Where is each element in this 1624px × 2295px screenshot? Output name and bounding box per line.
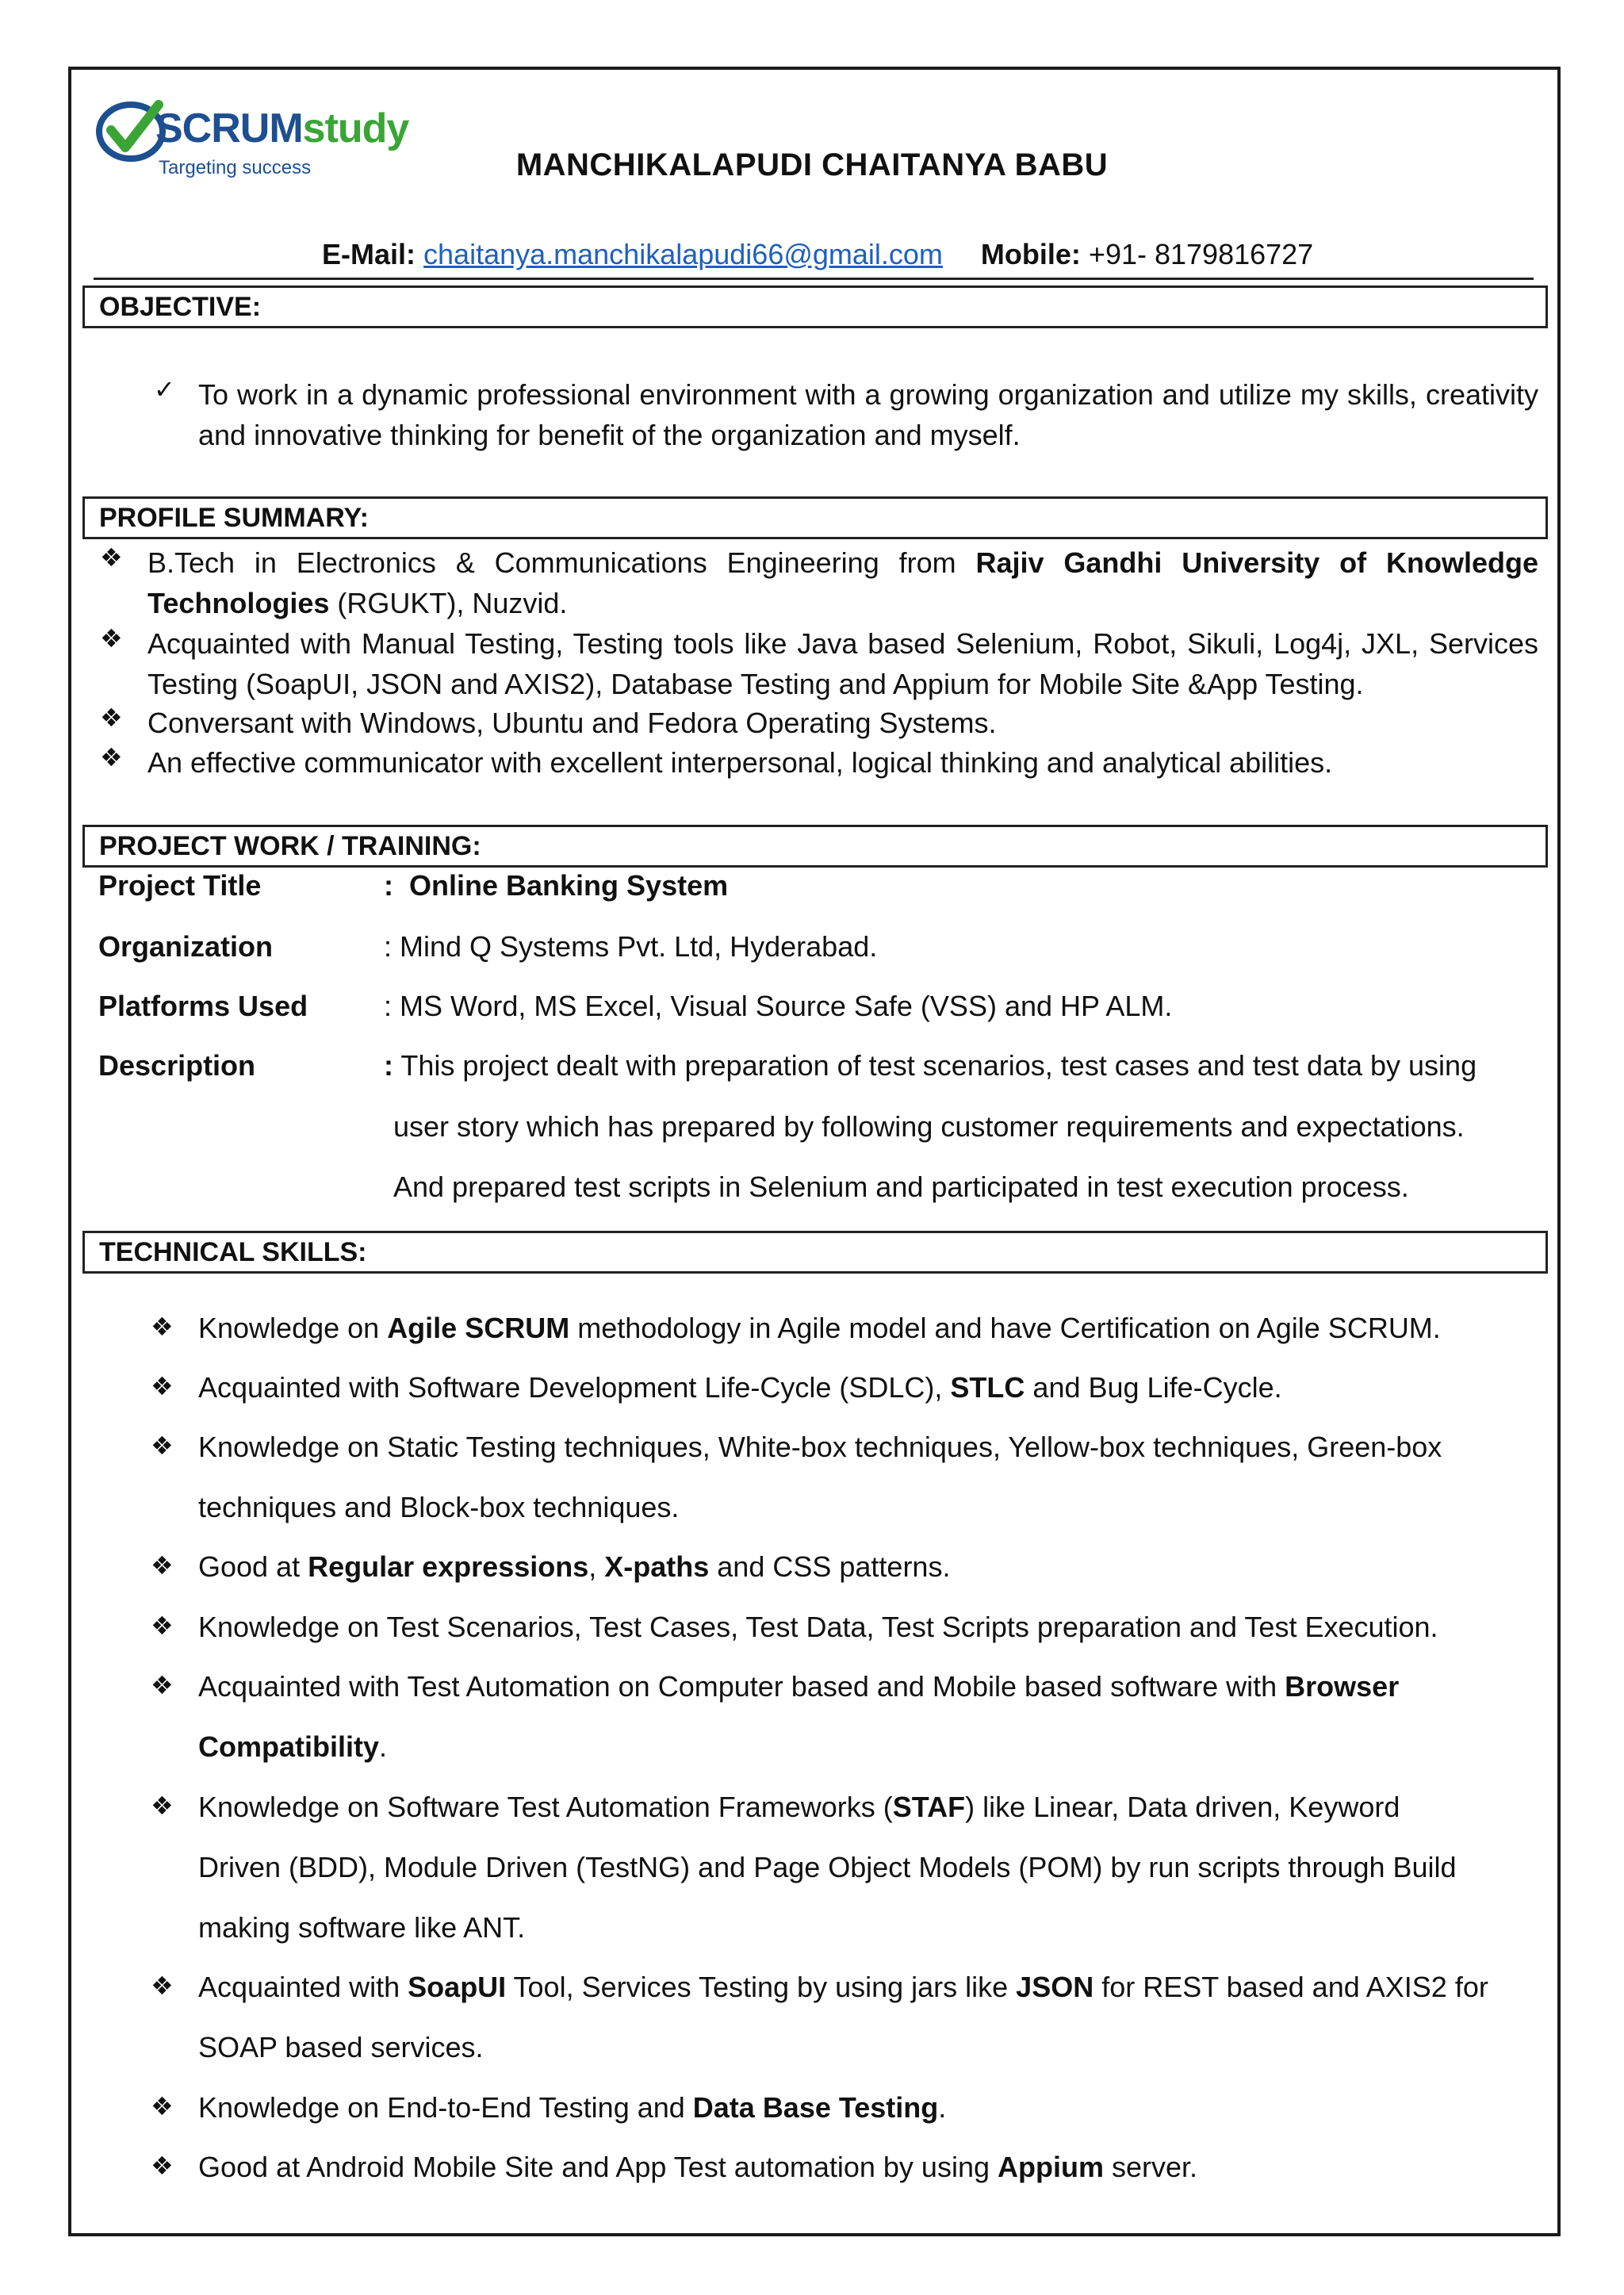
profile-item: Acquainted with Manual Testing, Testing tools like Java based Selenium, Robot, Sikuli, Log4j, JXL, Services Testing (SoapUI, JSON and AXIS2), Database Testing and Appium for Mobile Site &App Testing. [147, 627, 1538, 700]
organization-value: : Mind Q Systems Pvt. Ltd, Hyderabad. [384, 930, 878, 963]
skill-item: Good at Regular expressions, X-paths and CSS patterns. [198, 1550, 951, 1583]
organization-label: Organization [98, 930, 274, 963]
diamond-bullet-icon: ❖ [100, 703, 123, 732]
skill-item-cont: making software like ANT. [198, 1911, 526, 1944]
diamond-bullet-icon: ❖ [151, 1551, 174, 1580]
skill-item: Knowledge on Static Testing techniques, White-box techniques, Yellow-box techniques, Green-box [198, 1431, 1442, 1463]
diamond-bullet-icon: ❖ [151, 1611, 174, 1640]
description-line: And prepared test scripts in Selenium and participated in test execution process. [393, 1170, 1409, 1203]
skill-item: Knowledge on Agile SCRUM methodology in Agile model and have Certification on Agile SCRUM. [198, 1312, 1441, 1344]
header-divider [94, 278, 1534, 280]
skill-item-cont: Compatibility. [198, 1730, 388, 1763]
logo-tagline: Targeting success [159, 157, 312, 178]
skill-item-cont: Driven (BDD), Module Driven (TestNG) and Page Object Models (POM) by run scripts through Build [198, 1851, 1457, 1883]
mobile-label: Mobile: [980, 238, 1081, 270]
section-project-header: PROJECT WORK / TRAINING: [82, 825, 1548, 868]
diamond-bullet-icon: ❖ [151, 1671, 174, 1699]
section-profile-header: PROFILE SUMMARY: [82, 496, 1548, 539]
candidate-name: MANCHIKALAPUDI CHAITANYA BABU [515, 148, 1109, 182]
diamond-bullet-icon: ❖ [100, 624, 123, 653]
email-link[interactable]: chaitanya.manchikalapudi66@gmail.com [423, 238, 943, 270]
project-title-value: : Online Banking System [384, 869, 729, 902]
diamond-bullet-icon: ❖ [151, 2092, 174, 2121]
skill-item: Good at Android Mobile Site and App Test automation by using Appium server. [198, 2151, 1198, 2183]
skill-item: Acquainted with Software Development Life-Cycle (SDLC), STLC and Bug Life-Cycle. [198, 1371, 1282, 1404]
skill-item: Knowledge on End-to-End Testing and Data Base Testing. [198, 2091, 947, 2124]
diamond-bullet-icon: ❖ [100, 543, 123, 572]
description-line: user story which has prepared by following customer requirements and expectations. [393, 1110, 1465, 1143]
diamond-bullet-icon: ❖ [151, 2151, 174, 2180]
mobile-number: +91- 8179816727 [1088, 238, 1314, 270]
diamond-bullet-icon: ❖ [151, 1791, 174, 1820]
description-label: Description [98, 1049, 256, 1082]
profile-item: An effective communicator with excellent interpersonal, logical thinking and analytical abilities. [147, 746, 1333, 779]
diamond-bullet-icon: ❖ [151, 1312, 174, 1341]
contact-line [322, 238, 1313, 271]
skill-item-cont: SOAP based services. [198, 2031, 484, 2063]
logo-wordmark: SCRUMstudy [155, 105, 409, 151]
section-objective-header: OBJECTIVE: [82, 285, 1548, 328]
skill-item-cont: techniques and Block-box techniques. [198, 1491, 680, 1523]
checkmark-icon: ✓ [154, 375, 175, 404]
objective-text: To work in a dynamic professional environment with a growing organization and utilize my skills, creativity and innovative thinking for benefit of the organization and myself. [198, 378, 1538, 451]
description-line: : This project dealt with preparation of test scenarios, test cases and test data by using [384, 1049, 1477, 1082]
diamond-bullet-icon: ❖ [151, 1372, 174, 1400]
skill-item: Knowledge on Software Test Automation Frameworks (STAF) like Linear, Data driven, Keyword [198, 1791, 1400, 1823]
skill-item: Knowledge on Test Scenarios, Test Cases, Test Data, Test Scripts preparation and Test Execution. [198, 1611, 1438, 1643]
profile-item: Conversant with Windows, Ubuntu and Fedora Operating Systems. [147, 707, 997, 739]
diamond-bullet-icon: ❖ [100, 743, 123, 772]
skill-item: Acquainted with Test Automation on Computer based and Mobile based software with Browser [198, 1670, 1400, 1703]
profile-item: B.Tech in Electronics & Communications Engineering from Rajiv Gandhi University of Knowledge Technologies (RGUKT), Nuzvid. [147, 546, 1539, 619]
section-skills-header: TECHNICAL SKILLS: [82, 1231, 1548, 1274]
email-label: E-Mail: [322, 238, 416, 270]
diamond-bullet-icon: ❖ [151, 1431, 174, 1460]
skill-item: Acquainted with SoapUI Tool, Services Testing by using jars like JSON for REST based and AXIS2 for [198, 1971, 1488, 2003]
platforms-value: : MS Word, MS Excel, Visual Source Safe (VSS) and HP ALM. [384, 990, 1173, 1022]
platforms-label: Platforms Used [98, 990, 308, 1022]
project-title-label: Project Title [98, 869, 262, 902]
diamond-bullet-icon: ❖ [151, 1971, 174, 2000]
